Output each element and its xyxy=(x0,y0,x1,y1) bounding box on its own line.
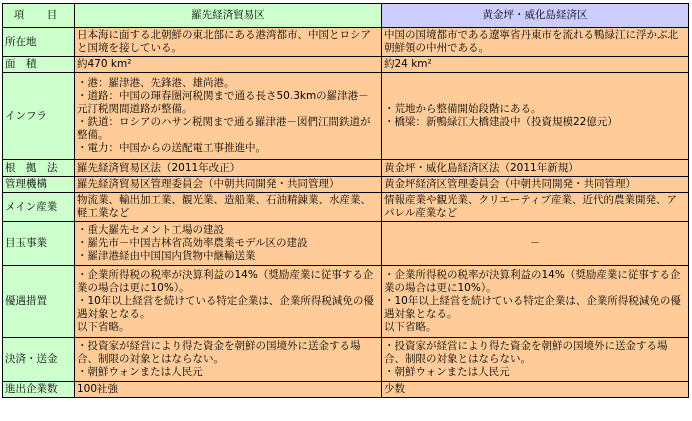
cell-line: 約24 km² xyxy=(384,58,432,70)
cell-line: ・荒地から整備開始段階にある。 xyxy=(384,103,542,115)
hwang-infrastructure xyxy=(382,73,689,160)
cell-line: 約470 km² xyxy=(77,58,132,70)
row-incentives xyxy=(3,266,689,338)
cell-line: ・投資家が経営により得た資金を朝鮮の国境外に送金する場合、制限の対象とはならない。 xyxy=(77,340,361,365)
header-rason: 羅先経済貿易区 xyxy=(75,4,382,28)
cell-line: － xyxy=(529,237,541,249)
hwang-location xyxy=(382,28,689,57)
cell-line: 情報産業や観光業、クリエーティブ産業、近代的農業開発、アパレル産業など xyxy=(384,194,677,219)
row-flagship-projects xyxy=(3,222,689,266)
cell-line: ・朝鮮ウォンまたは人民元 xyxy=(384,366,510,378)
row-infrastructure xyxy=(3,73,689,160)
row-label-management: 管理機構 xyxy=(3,177,75,193)
cell-line: 以下省略。 xyxy=(77,321,130,333)
rason-companies xyxy=(75,382,382,398)
cell-line: ・鉄道：ロシアのハサン税関まで通る羅津港－図們江間鉄道が整備。 xyxy=(77,116,371,141)
row-label-area: 面 積 xyxy=(3,57,75,73)
row-label-legal-basis: 根 拠 法 xyxy=(3,160,75,177)
hwang-companies xyxy=(382,382,689,398)
row-settlement xyxy=(3,338,689,382)
cell-line: 中国の国境都市である遼寧省丹東市を流れる鴨緑江に浮かぶ北朝鮮領の中州である。 xyxy=(384,29,678,54)
rason-location xyxy=(75,28,382,57)
cell-line: 物流業、輸出加工業、観光業、造船業、石油精錬業、水産業、軽工業など xyxy=(77,194,371,219)
cell-line: ・10年以上経営を続けている特定企業は、企業所得税減免の優遇対象となる。 xyxy=(77,295,374,320)
header-hwanggumpyong: 黄金坪・威化島経済区 xyxy=(382,4,689,28)
cell-line: 黄金坪・威化島経済区法（2011年新規） xyxy=(384,161,579,174)
row-main-industry xyxy=(3,193,689,222)
row-location xyxy=(3,28,689,57)
row-companies xyxy=(3,382,689,398)
rason-management xyxy=(75,177,382,193)
cell-line: ・重大羅先セメント工場の建設 xyxy=(77,224,224,236)
cell-line: 羅先経済貿易区管理委員会（中朝共同開発・共同管理） xyxy=(77,178,340,190)
cell-line: 羅先経済貿易区法（2011年改正） xyxy=(77,161,241,174)
cell-line: ・10年以上経営を続けている特定企業は、企業所得税減免の優遇対象となる。 xyxy=(384,295,681,320)
cell-line: ・朝鮮ウォンまたは人民元 xyxy=(77,366,203,378)
hwang-management xyxy=(382,177,689,193)
rason-main-industry xyxy=(75,193,382,222)
hwang-settlement xyxy=(382,338,689,382)
header-row xyxy=(3,4,689,28)
rason-flagship-projects xyxy=(75,222,382,266)
economic-zone-comparison-table xyxy=(2,3,689,398)
cell-line: ・港：羅津港、先鋒港、雄尚港。 xyxy=(77,77,235,89)
rason-area xyxy=(75,57,382,73)
cell-line: 少数 xyxy=(384,383,405,395)
header-item: 項 目 xyxy=(3,4,75,28)
cell-line: ・道路：中国の琿春圏河税関まで通る長さ50.3kmの羅津港－元汀税関間道路が整備。 xyxy=(77,90,369,115)
cell-line: 100社強 xyxy=(77,383,119,395)
row-label-location: 所在地 xyxy=(3,28,75,57)
cell-line: ・橋梁：新鴨緑江大橋建設中（投資規模22億元） xyxy=(384,116,618,128)
rason-legal-basis xyxy=(75,160,382,177)
rason-infrastructure xyxy=(75,73,382,160)
hwang-area xyxy=(382,57,689,73)
row-label-settlement: 決済・送金 xyxy=(3,338,75,382)
hwang-main-industry xyxy=(382,193,689,222)
comparison-table-wrapper xyxy=(2,3,689,398)
rason-incentives xyxy=(75,266,382,338)
row-legal-basis xyxy=(3,160,689,177)
hwang-incentives xyxy=(382,266,689,338)
cell-line: ・企業所得税の税率が決算利益の14%（奨励産業に従事する企業の場合は更に10%）。 xyxy=(384,269,681,294)
cell-line: ・電力：中国からの送配電工事推進中。 xyxy=(77,142,266,154)
row-label-main-industry: メイン産業 xyxy=(3,193,75,222)
hwang-legal-basis xyxy=(382,160,689,177)
hwang-flagship-projects xyxy=(382,222,689,266)
cell-line: 日本海に面する北朝鮮の東北部にある港湾都市、中国とロシアと国境を接している。 xyxy=(77,29,371,54)
cell-line: ・羅先市－中国吉林省高効率農業モデル区の建設 xyxy=(77,237,308,249)
cell-line: ・羅津港経由中国国内貨物中継輸送業 xyxy=(77,250,256,262)
rason-settlement xyxy=(75,338,382,382)
row-area xyxy=(3,57,689,73)
row-management xyxy=(3,177,689,193)
cell-line: ・投資家が経営により得た資金を朝鮮の国境外に送金する場合、制限の対象とはならない。 xyxy=(384,340,668,365)
cell-line: ・企業所得税の税率が決算利益の14%（奨励産業に従事する企業の場合は更に10%）。 xyxy=(77,269,374,294)
row-label-incentives: 優遇措置 xyxy=(3,266,75,338)
row-label-flagship-projects: 目玉事業 xyxy=(3,222,75,266)
cell-line: 黄金坪経済区管理委員会（中朝共同開発・共同管理） xyxy=(384,178,636,190)
row-label-companies: 進出企業数 xyxy=(3,382,75,398)
row-label-infrastructure: インフラ xyxy=(3,73,75,160)
cell-line: 以下省略。 xyxy=(384,321,437,333)
